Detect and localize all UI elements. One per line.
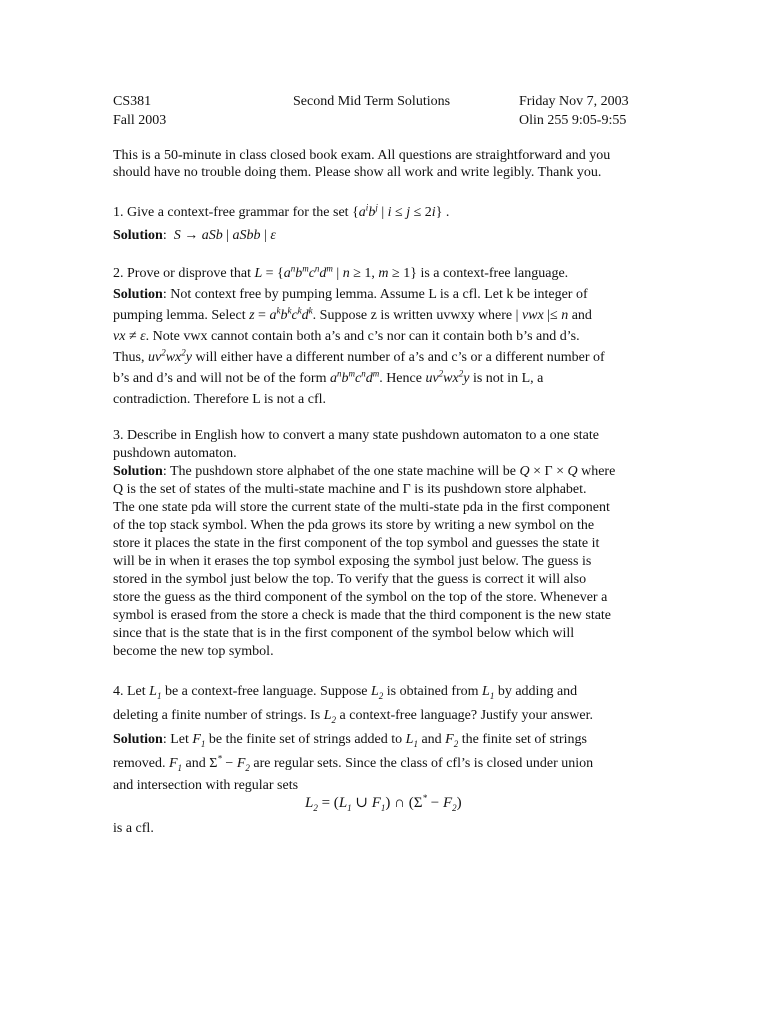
q3-solution-line: store the guess as the third component of the symbol on the top of the store. Whenever a bbox=[113, 590, 608, 605]
intro-line: should have no trouble doing them. Please show all work and write legibly. Thank you. bbox=[113, 165, 602, 180]
q4-complement-expression: $\Sigma^* - F_2$ bbox=[209, 753, 250, 773]
question-1: 1. Give a context-free grammar for the set {$a^ib^j$ | i ≤ j ≤ 2i} . Solution: S → aSb | aSbb | ε bbox=[113, 202, 450, 243]
exam-date: Friday Nov 7, 2003 bbox=[519, 94, 629, 109]
q2-prompt: 2. Prove or disprove that bbox=[113, 266, 255, 281]
q3-solution-line: store it places the state in the first component of the top symbol and guesses the state it bbox=[113, 536, 600, 551]
q1-solution-label: Solution bbox=[113, 228, 163, 243]
q4-L2: $L_2$ bbox=[370, 684, 384, 701]
q2-z-expression: $z = a^kb^kc^kd^k$ bbox=[249, 305, 313, 323]
intro-paragraph bbox=[113, 147, 658, 181]
q2-solution-label: Solution bbox=[113, 287, 163, 302]
q1-grammar: S → aSb | aSbb | ε bbox=[173, 228, 276, 243]
q3-solution-line: The one state pda will store the current state of the multi-state pda in the first component bbox=[113, 500, 610, 515]
course-code: CS381 bbox=[113, 94, 152, 109]
q2-pumped-string: $uv^2wx^2y$ bbox=[148, 347, 192, 365]
term: Fall 2003 bbox=[113, 113, 167, 128]
q3-prompt-line: pushdown automaton. bbox=[113, 446, 237, 461]
q3-solution-line: stored in the symbol just below the top. To verify that the guess is correct it will also bbox=[113, 572, 587, 587]
q1-set-expression: {$a^ib^j$ | i ≤ j ≤ 2i} bbox=[352, 202, 443, 220]
q2-pumped-string-2: $uv^2wx^2y$ bbox=[425, 368, 470, 386]
page-title: Second Mid Term Solutions bbox=[293, 94, 451, 109]
q4-result-equation: $L_2 = (L_1$ ∪ $F_1$) ∩ $(\Sigma^* - F_2)$ bbox=[305, 793, 462, 813]
q3-solution-line: become the new top symbol. bbox=[113, 644, 274, 659]
question-4: 4. Let $L_1$ be a context-free language. Suppose $L_2$ is obtained from $L_1$ by adding and deleting a finite number of strings. Is $L_2$ a context-free language? Justify your answer. Solution: Let $F_1$ be the finite set of strings added to $L_1$ and $F_2$ the finite set of strings removed. $F_1$ and $\Sigma^* - F_2$ are regular sets. Since the class of cfl’s is closed under union and intersection with regular sets bbox=[113, 684, 594, 793]
q3-solution-line: of the top stack symbol. When the pda grows its store by writing a new symbol on the bbox=[113, 518, 595, 533]
q3-gamma-symbol: Γ bbox=[402, 482, 411, 497]
q3-alphabet-expression: Q × Γ × Q bbox=[519, 464, 578, 479]
q2-language-expression: $L = \{a^nb^mc^nd^m$ | n ≥ 1, m ≥ 1} bbox=[254, 263, 417, 281]
q2-form-expression: $a^nb^mc^nd^m$ bbox=[329, 368, 380, 386]
exam-location-time: Olin 255 9:05-9:55 bbox=[519, 113, 627, 128]
q2-vwx-bound: | vwx |≤ n bbox=[515, 308, 569, 323]
question-2: 2. Prove or disprove that $L = \{a^nb^mc^nd^m$ | n ≥ 1, m ≥ 1} is a context-free language. Solution: Not context free by pumping lemma. Assume L is a cfl. Let k be integer of pumping lemma. Select $z = a^kb^kc^kd^k$. Suppose z is written uvwxy where | vwx |≤ n and vx ≠ ε. Note vwx cannot contain both a’s and c’s nor can it contain both b’s and d’s. Thus, $uv^2wx^2y$ will either have a different number of a’s and c’s or a different number of b’s and d’s and will not be of the form $a^nb^mc^nd^m$. Hence $uv^2wx^2y$ is not in L, a contradiction. Therefore L is not a cfl. bbox=[113, 263, 605, 407]
question-3: 3. Describe in English how to convert a many state pushdown automaton to a one state pushdown automaton. Solution: The pushdown store alphabet of the one state machine will be Q × Γ × Q where Q is the set of states of the multi-state machine and Γ is its pushdown store alphabet. The one state pda will store the current state of the multi-state pda in the first component of the top stack symbol. When the pda grows its store by writing a new symbol on the store it places the state in the first component of the top symbol and guesses the state it will be in when it erases the top symbol exposing the symbol just below. The guess is stored in the symbol just below the top. To verify that the guess is correct it will also store the guess as the third component of the symbol on the top of the store. Whenever a symbol is erased from the store a check is made that the third component is the new state since that is the state that is in the first component of the symbol below which will become the new top symbol. bbox=[113, 427, 658, 661]
q2-vx-nonempty: vx ≠ ε bbox=[113, 329, 146, 344]
q3-solution-line: will be in when it erases the top symbol exposing the symbol just below. The guess is bbox=[113, 554, 592, 569]
q3-prompt-line: 3. Describe in English how to convert a many state pushdown automaton to a one state bbox=[113, 428, 600, 443]
q1-prompt: 1. Give a context-free grammar for the set bbox=[113, 205, 353, 220]
q4-L1: $L_1$ bbox=[149, 684, 162, 701]
q4-F2: $F_2$ bbox=[445, 732, 459, 749]
q4-F1: $F_1$ bbox=[192, 732, 206, 749]
q3-solution-label: Solution bbox=[113, 464, 163, 479]
intro-line: This is a 50-minute in class closed book exam. All questions are straightforward and you bbox=[113, 148, 611, 163]
q3-solution-line: symbol is erased from the store a check is made that the third component is the new state bbox=[113, 608, 612, 623]
q4-solution-label: Solution bbox=[113, 732, 163, 747]
q3-solution-line: since that is the state that is in the first component of the symbol below which will bbox=[113, 626, 575, 641]
q4-conclusion: is a cfl. bbox=[113, 821, 154, 836]
